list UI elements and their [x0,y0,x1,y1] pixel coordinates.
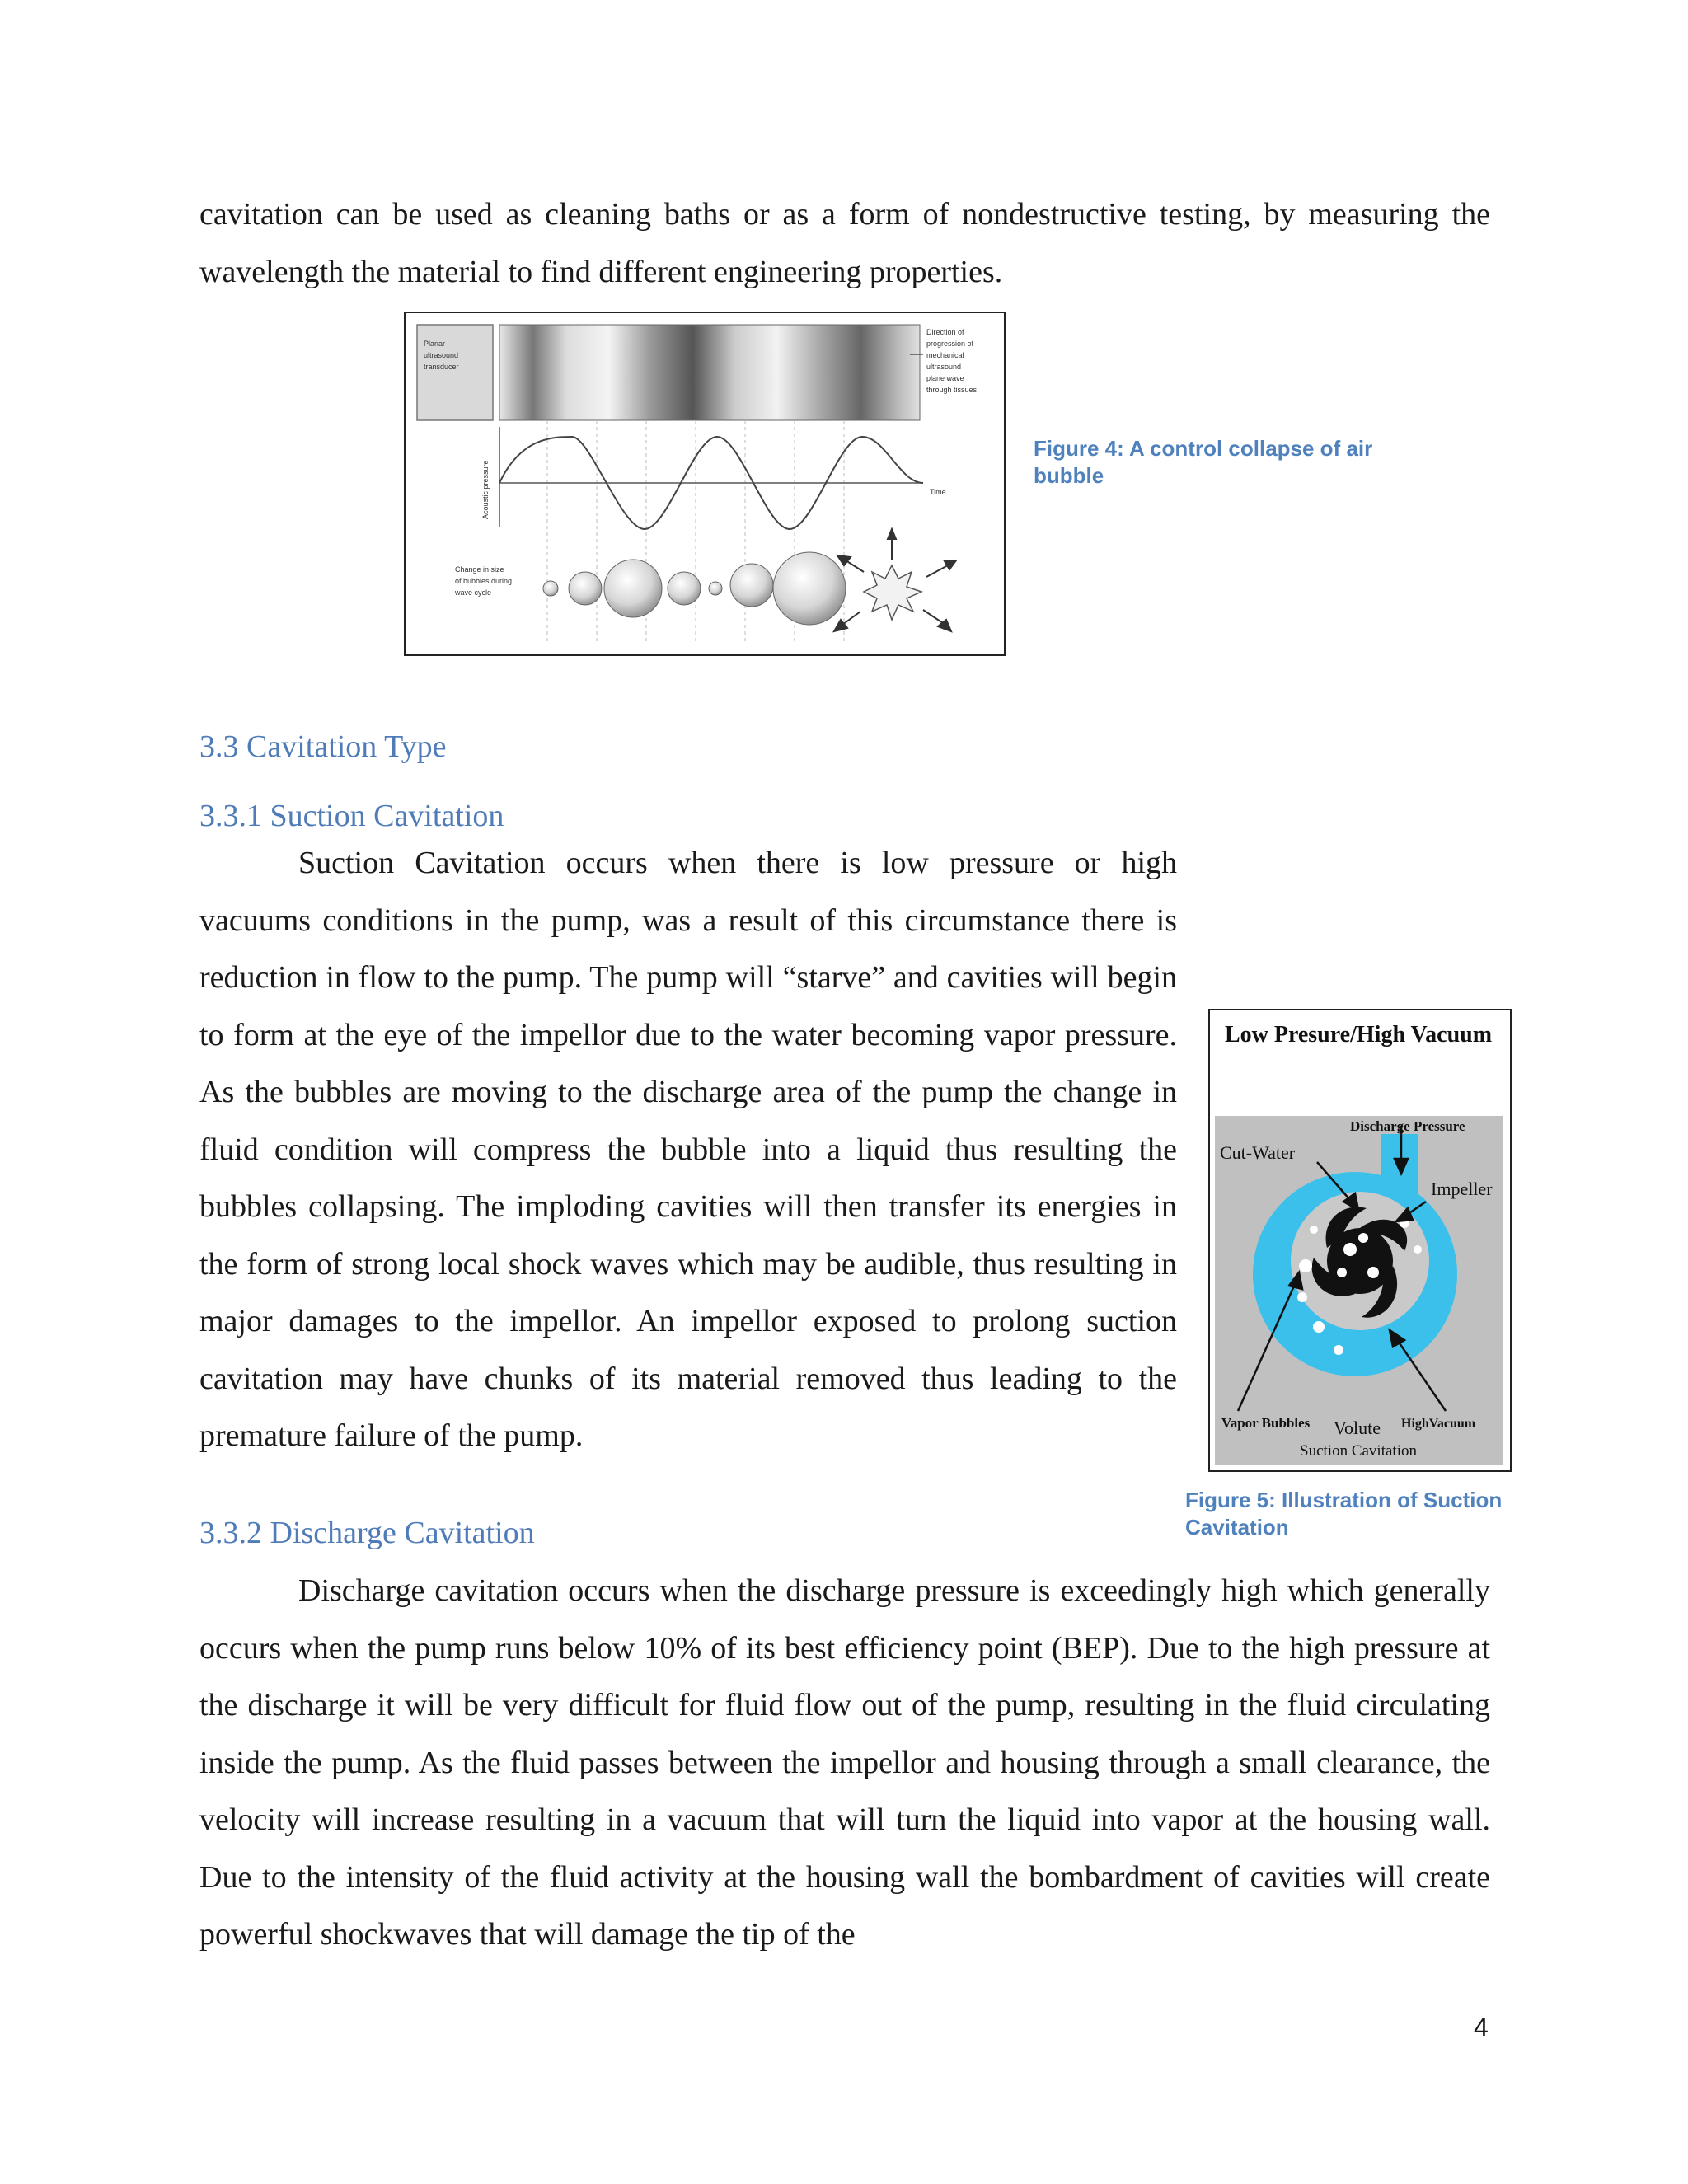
page-number: 4 [1474,2013,1489,2042]
intro-paragraph [199,186,1490,301]
acoustic-pressure-label: Acoustic pressure [481,460,490,519]
suction-cavitation-label: Suction Cavitation [1300,1442,1417,1460]
direction-label-3: mechanical [926,351,964,359]
high-vacuum-label: HighVacuum [1401,1417,1476,1431]
heading-3-3: 3.3 Cavitation Type [199,729,447,764]
figure-4-caption-text: Figure 4: A control collapse of air bubble [1034,436,1373,488]
discharge-cavitation-paragraph [199,1563,1490,1964]
discharge-pressure-label: Discharge Pressure [1350,1118,1465,1134]
bubble-label-1: Change in size [455,565,504,574]
heading-3-3-1: 3.3.1 Suction Cavitation [199,799,504,833]
bubble-collapse-diagram [406,313,1004,654]
direction-label-4: ultrasound [926,363,962,371]
discharge-cavitation-text: Discharge cavitation occurs when the discharge pressure is exceedingly high which generally occurs when the pump runs below 10% of its best efficiency point (BEP). Due to the high pressure at the discharge it will be very difficult for fluid flow out of the pump, resulting in the fluid circulating inside the pump. As the fluid passes between the impellor and housing through a small clearance, the velocity will increase resulting in a vacuum that will turn the liquid into vapor at the housing wall. Due to the intensity of the fluid activity at the housing wall the bombardment of cavities will create powerful shockwaves that will damage the tip of the [199,1573,1490,1952]
volute-label: Volute [1334,1418,1381,1438]
suction-cavitation-text: Suction Cavitation occurs when there is low pressure or high vacuums conditions in the pump, was a result of this circumstance there is reduction in flow to the pump. The pump will “starve” and cavities will begin to form at the eye of the impellor due to the water becoming vapor pressure. As the bubbles are moving to the discharge area of the pump the change in fluid condition will compress the bubble into a liquid thus resulting the bubbles collapsing. The imploding cavities will then transfer its energies in the form of strong local shock waves which may be audible, thus resulting in major damages to the impellor. An impellor exposed to prolong suction cavitation may have chunks of its material removed thus leading to the premature failure of the pump. [199,846,1177,1453]
time-label: Time [930,488,946,496]
heading-3-3-2: 3.3.2 Discharge Cavitation [199,1516,535,1550]
cut-water-label: Cut-Water [1220,1142,1296,1163]
transducer-label-2: ultrasound [424,351,459,359]
figure-5-caption [1185,1487,1531,1541]
figure-5-title: Low Presure/High Vacuum [1224,1022,1493,1047]
transducer-label-1: Planar [424,340,446,348]
bubble-label-2: of bubbles during [455,577,513,585]
direction-label-6: through tissues [926,386,978,394]
direction-label-1: Direction of [926,328,964,336]
figure-5-wrap-spacer [1177,1006,1493,1428]
intro-text: cavitation can be used as cleaning baths or as a form of nondestructive testing, by measuring the wavelength the material to find different engineering properties. [199,197,1490,289]
figure-5-caption-text: Figure 5: Illustration of Suction Cavitation [1185,1488,1503,1540]
figure-4-image [404,312,1006,656]
impeller-label: Impeller [1431,1179,1493,1199]
transducer-label-3: transducer [424,363,459,371]
figure-4-caption [1034,435,1380,490]
suction-cavitation-paragraph [199,835,1493,1465]
direction-label-2: progression of [926,340,974,348]
direction-label-5: plane wave [926,374,964,382]
vapor-bubbles-label: Vapor Bubbles [1221,1415,1311,1431]
bubble-label-3: wave cycle [455,588,492,597]
